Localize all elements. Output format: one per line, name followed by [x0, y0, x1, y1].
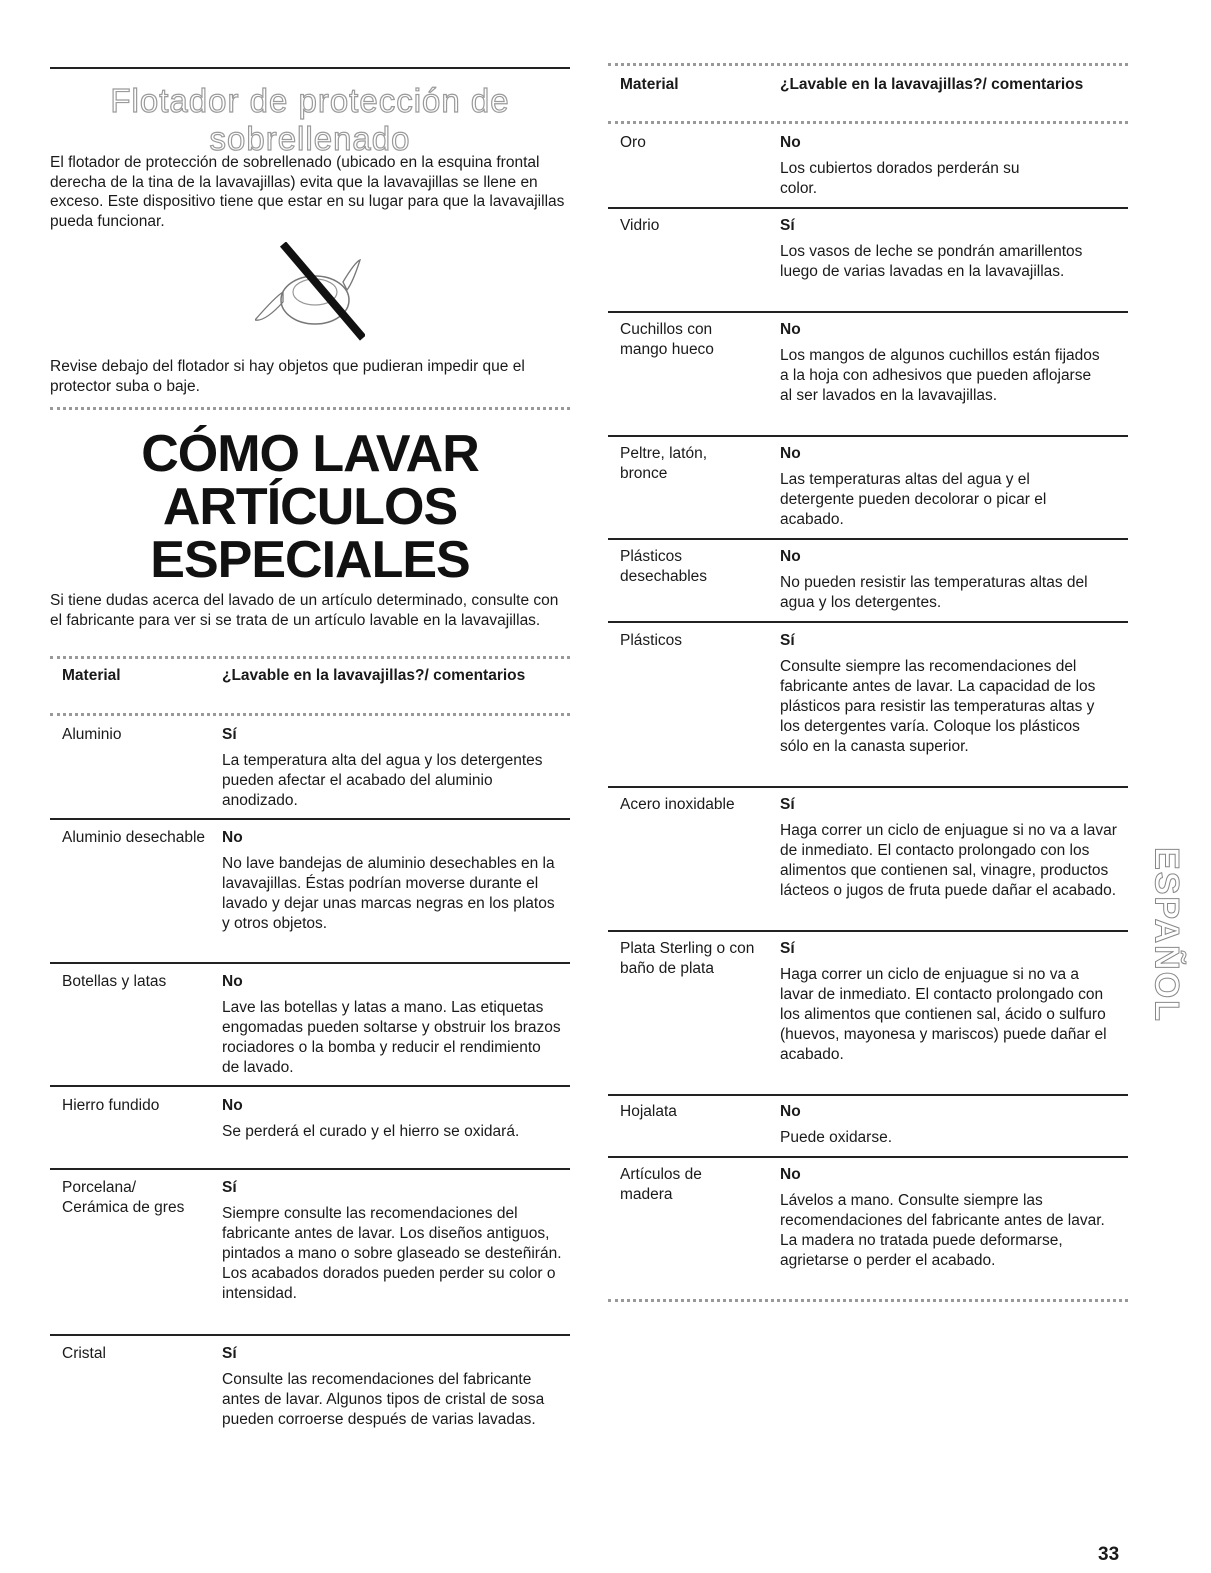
row-answer: Sí	[222, 726, 237, 743]
row-answer: Sí	[222, 1345, 237, 1362]
row-answer: No	[780, 1103, 801, 1120]
row-material: Oro	[620, 134, 646, 151]
row-divider	[50, 1168, 570, 1170]
language-side-tab	[1147, 815, 1186, 1055]
main-title: CÓMO LAVAR ARTÍCULOS ESPECIALES	[141, 425, 479, 589]
header-comments: ¿Lavable en la lavavajillas?/ comentarios	[780, 76, 1084, 93]
row-material: Plata Sterling o con baño de plata	[620, 940, 755, 977]
row-divider	[608, 1094, 1128, 1096]
row-answer: No	[780, 548, 801, 565]
row-answer: No	[780, 1166, 801, 1183]
row-divider	[608, 786, 1128, 788]
row-answer: No	[780, 134, 801, 151]
advice-paragraph: Si tiene dudas acerca del lavado de un artículo determinado, consulte con el fabricante para ver si se trata de un artículo lavable en la lavavajillas.	[50, 592, 559, 629]
row-note: No pueden resistir las temperaturas altas del agua y los detergentes.	[780, 574, 1088, 611]
row-material: Aluminio	[62, 726, 122, 743]
row-material: Hojalata	[620, 1103, 677, 1120]
row-divider	[50, 962, 570, 964]
row-divider	[608, 1156, 1128, 1158]
row-divider	[608, 311, 1128, 313]
row-divider	[608, 930, 1128, 932]
row-divider	[50, 1085, 570, 1087]
row-answer: Sí	[780, 632, 795, 649]
row-answer: Sí	[780, 940, 795, 957]
row-answer: Sí	[780, 217, 795, 234]
row-material: Plásticos	[620, 632, 683, 649]
row-note: No lave bandejas de aluminio desechables en la lavavajillas. Éstas podrían moverse durante el lavado y dejar unas marcas negras en los platos y otros objetos.	[222, 855, 555, 932]
row-material: Peltre, latón, bronce	[620, 445, 708, 482]
row-note: Las temperaturas altas del agua y el detergente pueden decolorar o picar el acabado.	[780, 471, 1047, 528]
side-tab-label: ESPAÑOL	[1147, 847, 1186, 1023]
table-top-rule-left	[50, 656, 570, 659]
row-note: Siempre consulte las recomendaciones del fabricante antes de lavar. Los diseños antiguos, pintados a mano o sobre glaseado se desteñirán. Los acabados dorados pueden perder su color o intensidad.	[222, 1205, 562, 1302]
float-illustration	[255, 242, 365, 342]
row-material: Hierro fundido	[62, 1097, 160, 1114]
row-note: Haga correr un ciclo de enjuague si no va a lavar de inmediato. El contacto prolongado con los alimentos que contienen sal, ácido o sulfuro (huevos, mayonesa y mariscos) puede dañar el acabado.	[780, 966, 1107, 1063]
row-material: Vidrio	[620, 217, 660, 234]
row-divider	[50, 818, 570, 820]
row-note: Haga correr un ciclo de enjuague si no va a lavar de inmediato. El contacto prolongado con los alimentos que contienen sal, vinagre, productos lácteos o jugos de fruta puede dañar el acabado.	[780, 822, 1117, 899]
row-material: Cuchillos con mango hueco	[620, 321, 714, 358]
row-answer: No	[222, 1097, 243, 1114]
row-note: Puede oxidarse.	[780, 1129, 893, 1146]
row-note: Los mangos de algunos cuchillos están fijados a la hoja con adhesivos que pueden aflojarse al ser lavados en la lavavajillas.	[780, 347, 1100, 404]
row-material: Porcelana/ Cerámica de gres	[62, 1179, 185, 1216]
row-note: La temperatura alta del agua y los detergentes pueden afectar el acabado del aluminio anodizado.	[222, 752, 543, 809]
header-comments: ¿Lavable en la lavavajillas?/ comentarios	[222, 667, 526, 684]
row-answer: No	[222, 973, 243, 990]
row-divider	[608, 538, 1128, 540]
section-title-overfill: Flotador de protección de sobrellenado	[110, 82, 510, 157]
table-top-rule-right	[608, 63, 1128, 66]
header-material: Material	[62, 667, 121, 684]
row-note: Lave las botellas y latas a mano. Las etiquetas engomadas pueden soltarse y obstruir los brazos rociadores o la bomba y reducir el rendimiento de lavado.	[222, 999, 561, 1076]
header-material: Material	[620, 76, 679, 93]
row-divider	[608, 621, 1128, 623]
row-answer: No	[780, 445, 801, 462]
row-material: Botellas y latas	[62, 973, 167, 990]
dotted-rule	[50, 407, 570, 410]
row-divider	[608, 207, 1128, 209]
row-note: Consulte siempre las recomendaciones del fabricante antes de lavar. La capacidad de los plásticos para resistir las temperaturas altas y los detergentes varía. Coloque los plásticos sólo en la canasta superior.	[780, 658, 1096, 755]
top-rule-left	[50, 67, 570, 69]
row-note: Se perderá el curado y el hierro se oxidará.	[222, 1123, 520, 1140]
row-answer: No	[780, 321, 801, 338]
table-bottom-rule-right	[608, 1299, 1128, 1302]
row-material: Artículos de madera	[620, 1166, 702, 1203]
row-note: Consulte las recomendaciones del fabricante antes de lavar. Algunos tipos de cristal de sosa pueden corroerse después de varias lavadas.	[222, 1371, 545, 1428]
row-answer: No	[222, 829, 243, 846]
row-divider	[50, 1334, 570, 1336]
row-note: Los vasos de leche se pondrán amarillentos luego de varias lavadas en la lavavajillas.	[780, 243, 1083, 280]
table-header-rule-right	[608, 121, 1128, 124]
intro-paragraph: El flotador de protección de sobrellenado (ubicado en la esquina frontal derecha de la tina de la lavavajillas) evita que la lavavajillas se llene en exceso. Este dispositivo tiene que estar en su lugar para que la lavavajillas pueda funcionar.	[50, 154, 565, 230]
row-material: Plásticos desechables	[620, 548, 708, 585]
page-number: 33	[1098, 1544, 1120, 1565]
row-material: Cristal	[62, 1345, 106, 1362]
row-answer: Sí	[222, 1179, 237, 1196]
row-answer: Sí	[780, 796, 795, 813]
row-material: Acero inoxidable	[620, 796, 735, 813]
check-paragraph: Revise debajo del flotador si hay objetos que pudieran impedir que el protector suba o baje.	[50, 358, 525, 395]
row-divider	[608, 435, 1128, 437]
row-material: Aluminio desechable	[62, 829, 206, 846]
row-note: Lávelos a mano. Consulte siempre las recomendaciones del fabricante antes de lavar. La madera no tratada puede deformarse, agrietarse o perder el acabado.	[780, 1192, 1105, 1269]
table-header-rule-left	[50, 713, 570, 716]
row-note: Los cubiertos dorados perderán su color.	[780, 160, 1020, 197]
